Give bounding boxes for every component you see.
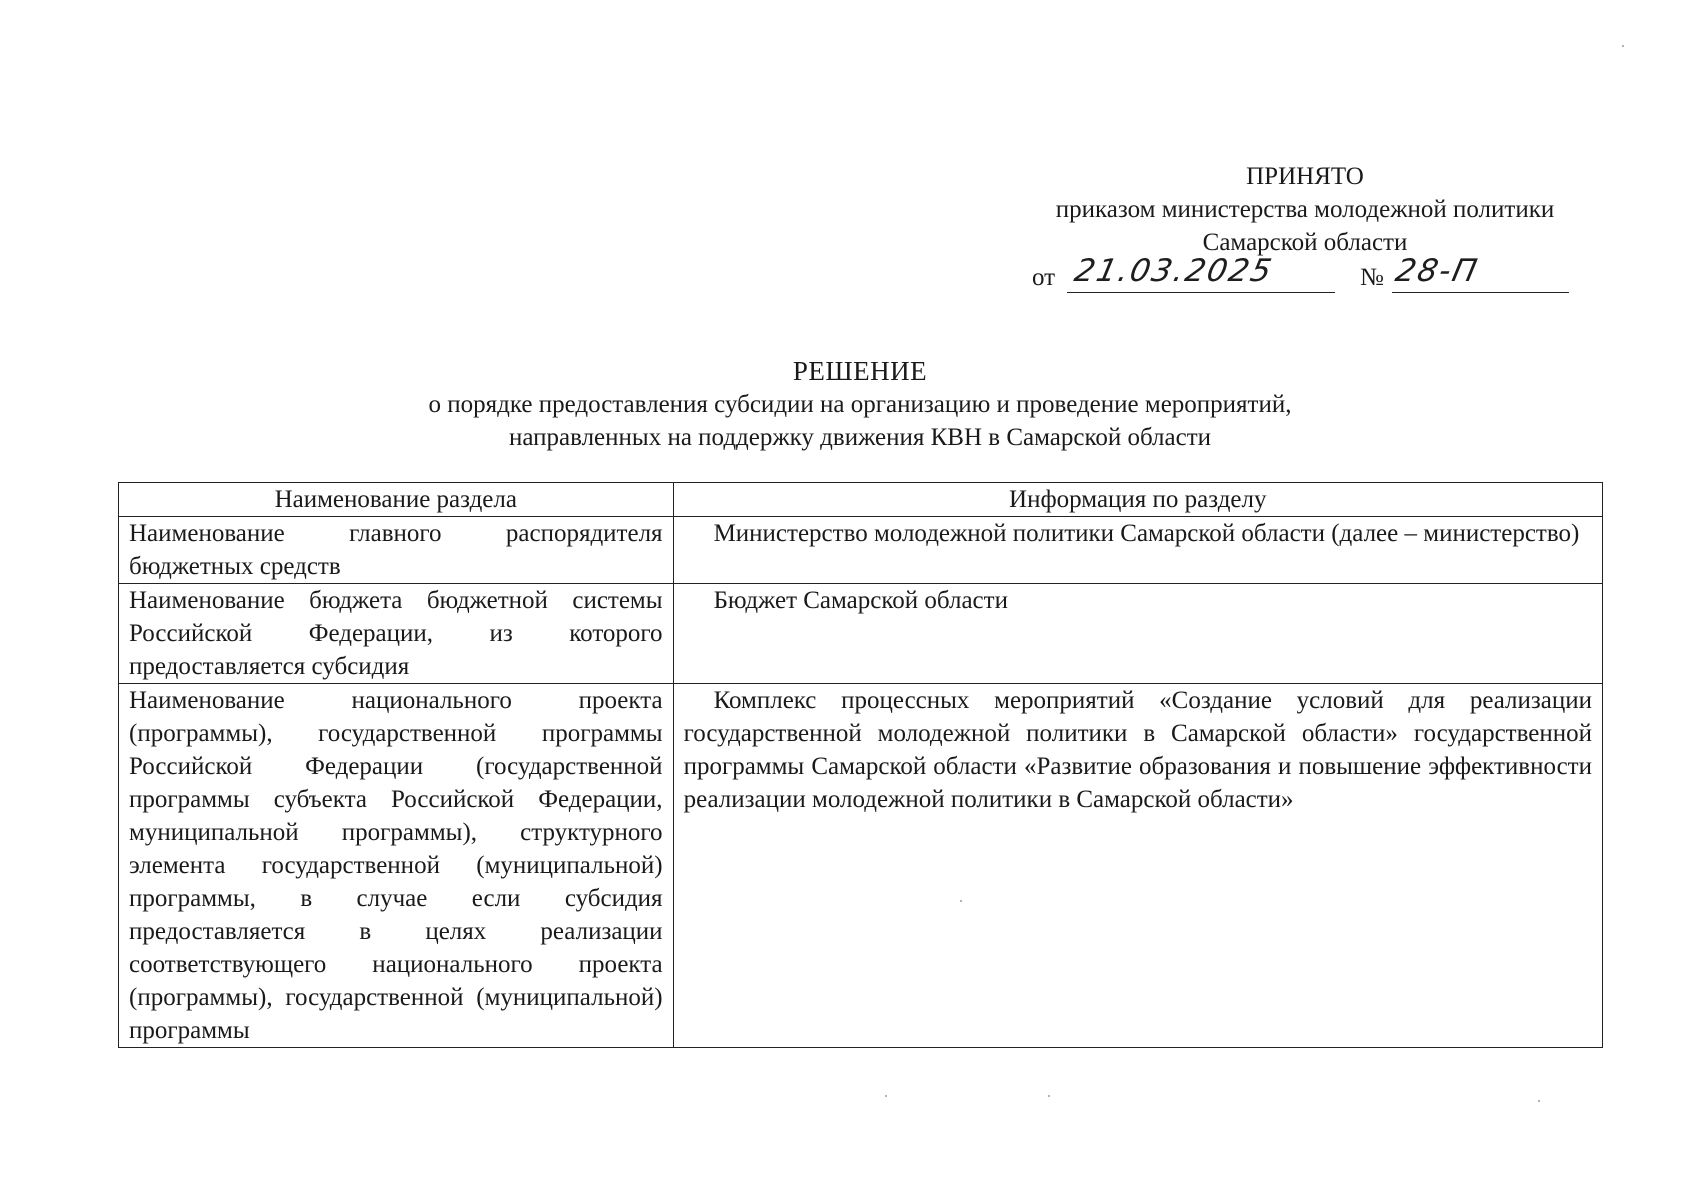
- scan-speck: [1538, 1100, 1540, 1102]
- scan-speck: [885, 1095, 887, 1097]
- row-section-cell: Наименование национального проекта (программы), государственной программы Российской Федерации (государственной программы субъекта Российской Федерации, муниципальной программы), структурного элемента государственной (муниципальной) программы, в случае если субсидия предоставляется в целях реализации соответствующего национального проекта (программы), государственной (муниципальной) программы: [119, 684, 674, 1048]
- table-row: [119, 517, 1603, 584]
- approval-line-region: Самарской области: [1202, 229, 1408, 256]
- table-row: [119, 584, 1603, 684]
- date-prefix: от: [1032, 264, 1056, 291]
- document-subtitle-line-2: направленных на поддержку движения КВН в Самарской области: [508, 424, 1212, 451]
- header-section-name: Наименование раздела: [119, 483, 674, 517]
- row-info-cell: Министерство молодежной политики Самарской области (далее – министерство): [673, 517, 1602, 584]
- header-section-info: Информация по разделу: [673, 483, 1602, 517]
- document-heading: РЕШЕНИЕ: [792, 356, 928, 386]
- table-header-row: [119, 483, 1603, 517]
- row-info-cell: Комплекс процессных мероприятий «Создание условий для реализации государственной молодежной политики в Самарской области» государственной программы Самарской области «Развитие образования и повышение эффективности реализации молодежной политики в Самарской области»: [673, 684, 1602, 1048]
- section-info-table: [118, 482, 1603, 1048]
- document-subtitle-line-1: о порядке предоставления субсидии на организацию и проведение мероприятий,: [428, 391, 1292, 418]
- approval-title: ПРИНЯТО: [1246, 163, 1364, 190]
- approval-line-ministry: приказом министерства молодежной политики: [1055, 196, 1555, 223]
- approval-stamp-block: [1005, 160, 1605, 299]
- handwritten-date: 21.03.2025: [1071, 253, 1277, 289]
- date-field: [1067, 253, 1335, 293]
- scan-speck: [1622, 45, 1624, 47]
- table-row: [119, 684, 1603, 1048]
- row-info-cell: Бюджет Самарской области: [673, 584, 1602, 684]
- approval-date-number-line: [1005, 253, 1605, 299]
- row-section-cell: Наименование главного распорядителя бюджетных средств: [119, 517, 674, 584]
- document-title-block: [300, 355, 1420, 454]
- scan-speck: [1048, 1095, 1050, 1097]
- handwritten-number: 28-П: [1392, 253, 1482, 289]
- number-field: [1392, 253, 1569, 293]
- row-section-cell: Наименование бюджета бюджетной системы Российской Федерации, из которого предоставляется субсидия: [119, 584, 674, 684]
- scan-speck: [960, 900, 962, 902]
- number-prefix: №: [1360, 264, 1384, 291]
